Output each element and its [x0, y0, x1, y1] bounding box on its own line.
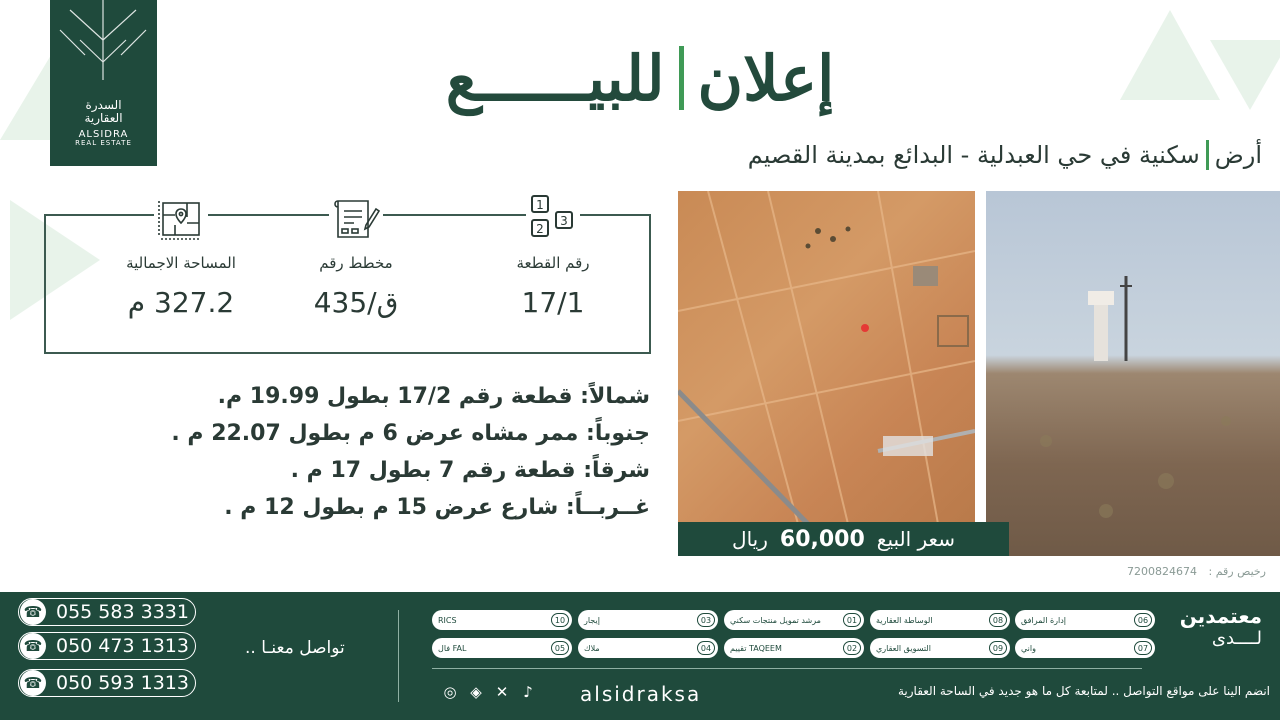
instagram-icon[interactable]: ◎: [443, 683, 457, 701]
logo-name-ar-2: العقارية: [84, 111, 123, 126]
boundaries-list: [170, 378, 650, 526]
decor-triangle: [1210, 40, 1280, 110]
map-pin-plan-icon: [154, 192, 208, 246]
partner-badge: إيجار 03: [578, 610, 718, 630]
price-label: سعر البيع: [876, 527, 955, 551]
partner-badge: RICS 10: [432, 610, 572, 630]
page-title: [370, 38, 910, 118]
svg-text:1: 1: [536, 198, 544, 212]
accreditation-label: [1180, 604, 1262, 649]
boundary-west: غــربــاً: شارع عرض 15 م بطول 12 م .: [224, 495, 650, 520]
plot-number-label: رقم القطعة: [516, 254, 590, 272]
title-announcement: إعلان: [697, 41, 835, 115]
license-value: 7200824674: [1127, 565, 1197, 578]
property-type: أرض: [1214, 141, 1262, 169]
site-photo-image: [986, 191, 1280, 556]
social-icons: [440, 682, 538, 702]
join-us-text: انضم الينا على مواقع التواصل .. لمتابعة كل ما هو جديد في الساحة العقارية: [897, 684, 1270, 698]
logo-name-en: ALSIDRA: [78, 129, 129, 141]
price-currency: ريال: [732, 527, 768, 551]
footer-divider: [398, 610, 399, 702]
x-icon[interactable]: ✕: [495, 683, 509, 701]
license-number: [1127, 565, 1266, 578]
snapchat-icon[interactable]: ◈: [470, 683, 482, 701]
partner-badge: واني 07: [1015, 638, 1155, 658]
plot-number-value: 17/1: [521, 286, 585, 319]
total-area-label: المساحة الاجمالية: [126, 254, 236, 272]
scheme-value: ق/435: [313, 286, 399, 319]
total-area-value: 327.2 م: [127, 286, 235, 319]
svg-text:3: 3: [560, 214, 568, 228]
partner-badge: إدارة المرافق 06: [1015, 610, 1155, 630]
phone-link-1[interactable]: [18, 598, 196, 626]
blueprint-icon: [329, 192, 383, 246]
title-for-sale: للبيــــــع: [445, 41, 665, 115]
phone-icon: ☎: [20, 633, 46, 659]
footer: [0, 592, 1280, 720]
boundary-south: جنوباً: ممر مشاه عرض 6 م بطول 22.07 م .: [171, 421, 650, 446]
footer-divider-horizontal: [432, 668, 1142, 669]
phone-icon: ☎: [20, 599, 46, 625]
phone-number: 050 593 1313: [56, 672, 189, 694]
phone-link-3[interactable]: [18, 669, 196, 697]
scheme-label: مخطط رقم: [319, 254, 393, 272]
phone-icon: ☎: [20, 670, 46, 696]
svg-text:2: 2: [536, 222, 544, 236]
social-handle[interactable]: alsidraksa: [580, 682, 702, 706]
boundary-east: شرقاً: قطعة رقم 7 بطول 17 م .: [290, 458, 650, 483]
partner-badge: الوساطة العقارية 08: [870, 610, 1010, 630]
contact-us-label: تواصل معنـا ..: [245, 638, 345, 658]
price-value: 60,000: [779, 526, 865, 552]
partner-badge: فال FAL 05: [432, 638, 572, 658]
property-subtitle: [642, 140, 1262, 170]
numbered-blocks-icon: [526, 192, 580, 246]
property-location: سكنية في حي العبدلية - البدائع بمدينة القصيم: [747, 141, 1200, 169]
partner-badge: التسويق العقاري 09: [870, 638, 1010, 658]
satellite-map-image: [678, 191, 975, 524]
decor-triangle: [1120, 10, 1220, 100]
title-divider: [679, 46, 684, 110]
company-logo: [50, 0, 157, 166]
property-info-box: [44, 198, 651, 354]
logo-name-en-2: REAL ESTATE: [75, 139, 132, 148]
logo-name-ar: السدرة: [85, 97, 122, 112]
accredited-with: لــــدى: [1211, 628, 1262, 649]
phone-number: 055 583 3331: [56, 601, 189, 623]
subtitle-divider: [1206, 140, 1209, 170]
partner-badge: ملاك 04: [578, 638, 718, 658]
boundary-north: شمالاً: قطعة رقم 17/2 بطول 19.99 م.: [217, 384, 650, 409]
tiktok-icon[interactable]: ♪: [523, 683, 533, 701]
sale-price-banner: [678, 522, 1009, 556]
phone-link-2[interactable]: [18, 632, 196, 660]
phone-number: 050 473 1313: [56, 635, 189, 657]
license-label: رخيص رقم :: [1208, 565, 1266, 578]
partner-badge: تقييم TAQEEM 02: [724, 638, 864, 658]
partner-badge: مرشد تمويل منتجات سكني 01: [724, 610, 864, 630]
accredited-by: معتمدين: [1179, 604, 1262, 628]
